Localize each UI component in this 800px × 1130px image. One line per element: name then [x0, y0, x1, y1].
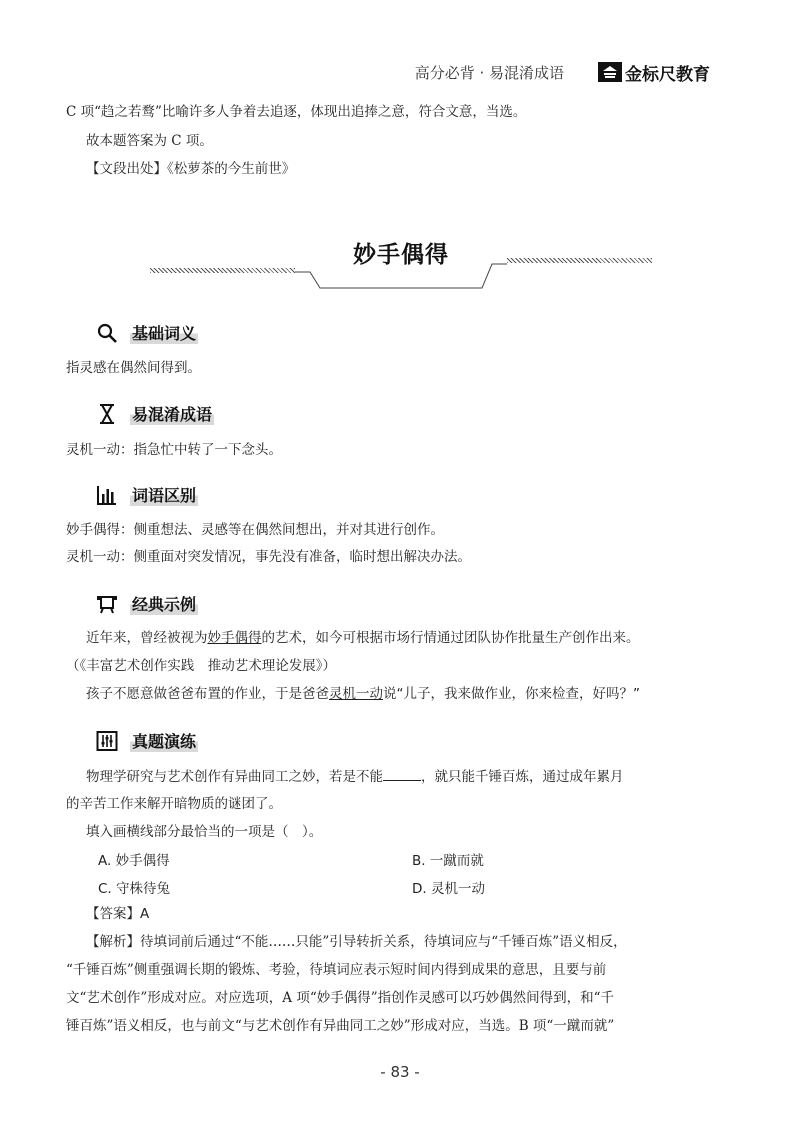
difference-line-2: 灵机一动：侧重面对突发情况，事先没有准备，临时想出解决办法。: [66, 549, 471, 565]
entry-title: 妙手偶得: [353, 241, 449, 268]
header-subtitle: 高分必背 · 易混淆成语: [414, 64, 564, 82]
example-term: 灵机一动: [329, 686, 383, 702]
difference-line-1: 妙手偶得：侧重想法、灵感等在偶然间想出，并对其进行创作。: [66, 522, 444, 538]
cart-icon: [96, 593, 118, 615]
intro-line-1: C 项“趋之若鹜”比喻许多人争着去追逐，体现出追捧之意，符合文意，当选。: [66, 104, 527, 120]
sliders-icon: [96, 730, 118, 752]
confusable-text: 灵机一动：指急忙中转了一下念头。: [66, 442, 282, 458]
bar-chart-icon: [96, 484, 118, 506]
analysis-line-3: 文“艺术创作”形成对应。对应选项，A 项“妙手偶得”指创作灵感可以巧妙偶然间得到，和“千: [66, 990, 615, 1006]
question-line-2: 的辛苦工作来解开暗物质的谜团了。: [66, 796, 282, 812]
section-basic-meaning: [96, 321, 198, 344]
example-1-source: （《丰富艺术创作实践 推动艺术理论发展》）: [66, 658, 336, 674]
analysis-line-2: “千锤百炼”侧重强调长期的锻炼、考验，待填词应表示短时间内得到成果的意思，且要与前: [66, 962, 607, 978]
page-number: - 83 -: [380, 1063, 420, 1081]
answer-blank: [383, 766, 421, 781]
question-line-1: 物理学研究与艺术创作有异曲同工之妙，若是不能 ，就只能千锤百炼，通过成年累月: [86, 766, 624, 787]
section-label: 基础词义: [130, 321, 198, 344]
option-d: D. 灵机一动: [412, 881, 485, 897]
example-1: 近年来，曾经被视为妙手偶得的艺术，如今可根据市场行情通过团队协作批量生产创作出来。: [86, 630, 640, 646]
brand-mark-icon: [598, 62, 622, 82]
section-label: 经典示例: [130, 592, 198, 615]
example-term: 妙手偶得: [207, 630, 262, 646]
analysis-line-1: 【解析】待填词前后通过“不能……只能”引导转折关系，待填词应与“千锤百炼”语义相反，: [86, 934, 627, 950]
option-b: B. 一蹴而就: [412, 853, 484, 869]
section-examples: [96, 592, 198, 615]
analysis-line-4: 锤百炼”语义相反，也与前文“与艺术创作有异曲同工之妙”形成对应，当选。B 项“一蹴而就”: [66, 1018, 615, 1034]
hourglass-icon: [96, 403, 118, 425]
brand-logo: [598, 60, 710, 84]
section-label: 词语区别: [130, 483, 198, 506]
section-label: 易混淆成语: [130, 402, 214, 425]
intro-line-2: 故本题答案为 C 项。: [86, 133, 213, 149]
page-header: [398, 58, 710, 86]
magnifier-icon: [96, 322, 118, 344]
answer: 【答案】A: [86, 906, 150, 922]
entry-title-block: [150, 232, 652, 290]
intro-source: 【文段出处】《松萝茶的今生前世》: [86, 161, 296, 177]
section-difference: [96, 483, 198, 506]
basic-meaning-text: 指灵感在偶然间得到。: [66, 360, 201, 376]
section-label: 真题演练: [130, 729, 198, 752]
example-2: 孩子不愿意做爸爸布置的作业，于是爸爸灵机一动说“儿子，我来做作业，你来检查，好吗？”: [86, 686, 640, 702]
question-prompt: 填入画横线部分最恰当的一项是（ ）。: [86, 824, 323, 840]
brand-name: 金标尺教育: [625, 64, 710, 85]
section-exam-practice: [96, 729, 198, 752]
option-a: A. 妙手偶得: [98, 853, 170, 869]
section-confusable: [96, 402, 214, 425]
option-c: C. 守株待兔: [98, 881, 171, 897]
